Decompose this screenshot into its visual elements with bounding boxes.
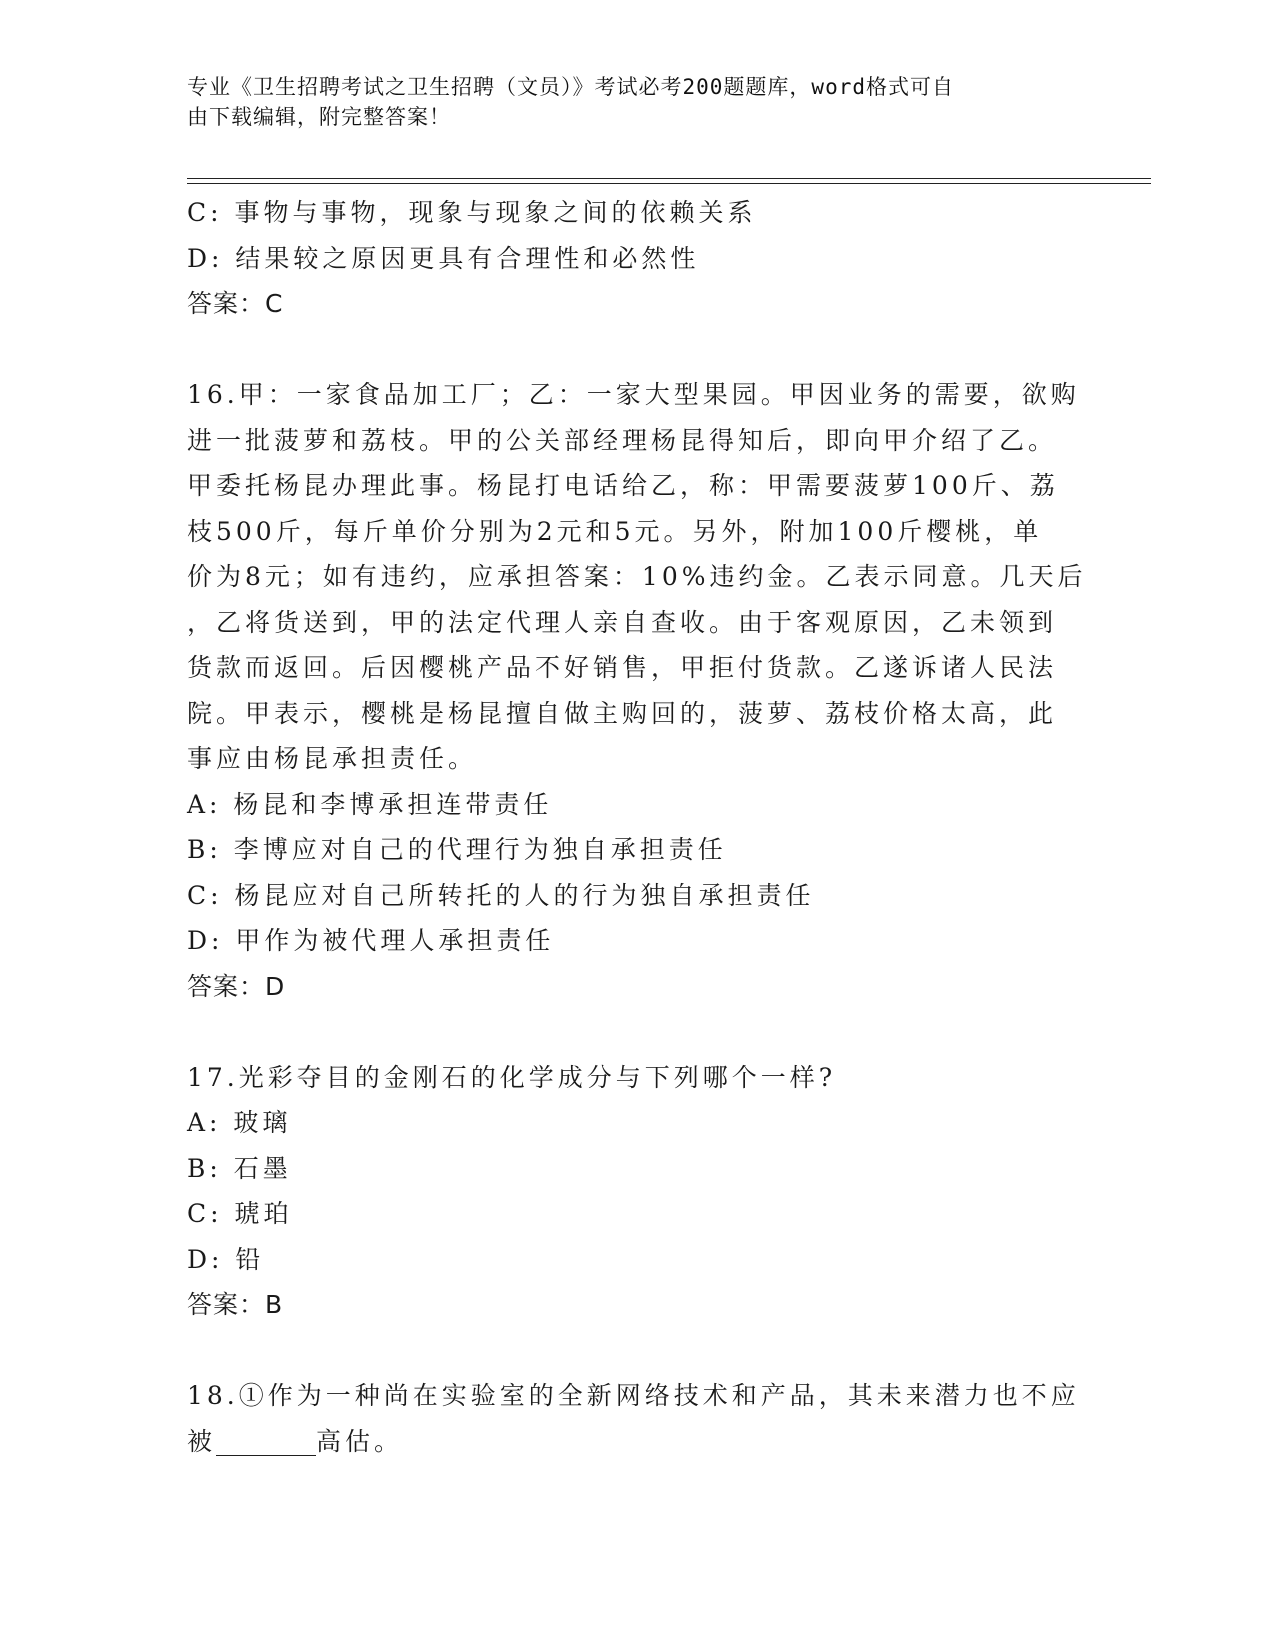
q16-stem-line: 枝500斤，每斤单价分别为2元和5元。另外，附加100斤樱桃，单 <box>187 516 1043 546</box>
q16-stem-line: 价为8元；如有违约，应承担答案：10%违约金。乙表示同意。几天后 <box>187 562 1087 591</box>
q15-answer: 答案：C <box>187 289 284 318</box>
question-15-tail <box>187 190 1087 327</box>
q16-stem-line: 院。甲表示，樱桃是杨昆擅自做主购回的，菠萝、荔枝价格太高，此 <box>187 698 1058 728</box>
q16-stem-line: 进一批菠萝和荔枝。甲的公关部经理杨昆得知后，即向甲介绍了乙。 <box>187 425 1058 455</box>
q16-stem-line: 货款而返回。后因樱桃产品不好销售，甲拒付货款。乙遂诉诸人民法 <box>187 653 1058 682</box>
header-divider-bottom <box>187 183 1151 184</box>
spacer <box>187 1009 1087 1055</box>
header-line-2: 由下载编辑，附完整答案！ <box>187 105 451 129</box>
q18-stem-line-2 <box>187 1419 1087 1465</box>
document-body <box>187 190 1087 1464</box>
q17-option-b: B: 石墨 <box>187 1153 292 1183</box>
q16-stem-line: ，乙将货送到，甲的法定代理人亲自查收。由于客观原因，乙未领到 <box>187 607 1058 637</box>
q17-answer: 答案：B <box>187 1290 284 1319</box>
q17-option-a: A: 玻璃 <box>187 1108 292 1137</box>
q18-stem-line-1: 18.①作为一种尚在实验室的全新网络技术和产品，其未来潜力也不应 <box>187 1381 1080 1410</box>
q16-answer: 答案：D <box>187 971 286 1001</box>
spacer <box>187 1328 1087 1374</box>
q16-option-c: C: 杨昆应对自己所转托的人的行为独自承担责任 <box>187 880 815 910</box>
q18-stem-start: 被 <box>187 1426 217 1456</box>
question-17 <box>187 1055 1087 1328</box>
q15-option-d: D: 结果较之原因更具有合理性和必然性 <box>187 243 700 273</box>
spacer <box>187 327 1087 373</box>
q17-stem: 17.光彩夺目的金刚石的化学成分与下列哪个一样? <box>187 1062 837 1092</box>
question-16 <box>187 372 1087 1009</box>
question-18 <box>187 1373 1087 1464</box>
q17-option-d: D: 铅 <box>187 1244 265 1274</box>
q18-blank: ________ <box>216 1426 317 1456</box>
q16-stem-line: 甲委托杨昆办理此事。杨昆打电话给乙，称：甲需要菠萝100斤、荔 <box>187 471 1059 500</box>
q15-option-c: C: 事物与事物，现象与现象之间的依赖关系 <box>187 198 757 227</box>
q16-option-a: A: 杨昆和李博承担连带责任 <box>187 789 553 819</box>
header-line-1: 专业《卫生招聘考试之卫生招聘（文员）》考试必考200题题库，word格式可自 <box>187 75 954 99</box>
q18-stem-end: 高估。 <box>316 1426 404 1456</box>
q16-option-d: D: 甲作为被代理人承担责任 <box>187 926 555 955</box>
q16-stem-line: 事应由杨昆承担责任。 <box>187 744 478 773</box>
q16-option-b: B: 李博应对自己的代理行为独自承担责任 <box>187 835 727 864</box>
q16-stem-line: 16.甲：一家食品加工厂；乙：一家大型果园。甲因业务的需要，欲购 <box>187 380 1080 409</box>
header-divider-top <box>187 178 1151 179</box>
document-header <box>187 72 1067 132</box>
q17-option-c: C: 琥珀 <box>187 1199 293 1228</box>
